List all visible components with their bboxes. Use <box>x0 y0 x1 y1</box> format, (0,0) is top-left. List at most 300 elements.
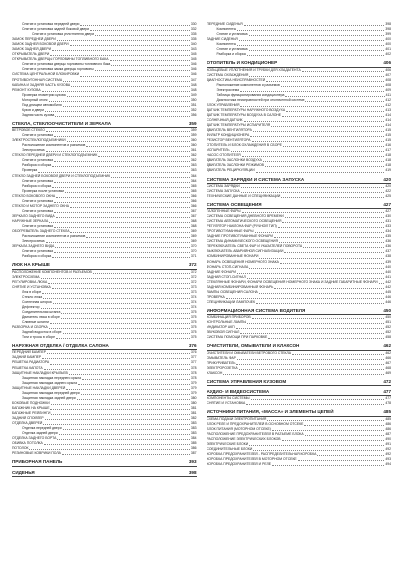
toc-entry-title: СИСТЕМА ЗАРЯДКИ <box>206 183 240 188</box>
toc-entry-title: РЕЗИНОВЫЕ КОВРИКИ ПОЛА <box>12 451 61 456</box>
toc-entry-title: ДАТЧИК ТЕМПЕРАТУРЫ ВОЗДУХА В САЛОНЕ <box>206 112 282 117</box>
toc-entry-page: 436 <box>385 244 391 249</box>
toc-leader-dots <box>247 55 385 56</box>
toc-leader-dots <box>50 364 190 365</box>
toc-entry-page: 434 <box>385 229 391 234</box>
toc-leader-dots <box>285 96 384 97</box>
toc-entry-title: НАРУЖНЫЕ ЗЕРКАЛА <box>12 218 49 223</box>
toc-entry-page: 346 <box>190 72 197 77</box>
toc-leader-dots <box>272 465 384 466</box>
toc-leader-dots <box>86 146 190 147</box>
toc-entry-page: 373 <box>190 284 197 289</box>
toc-entry-title: Стекло люка <box>22 294 43 299</box>
toc-entry-page: 437 <box>385 249 391 254</box>
toc-leader-dots <box>42 91 190 92</box>
toc-entry-title: РЕГУЛИРОВКА ЛЮКА <box>12 279 48 284</box>
toc-leader-dots <box>80 76 190 77</box>
toc-entry-title: БОКОВЫЕ ПОДНОЖКИ <box>12 400 50 405</box>
toc-entry-page: 462 <box>383 343 391 349</box>
toc-entry-page: 486 <box>385 421 391 426</box>
toc-entry-page: 369 <box>190 239 197 244</box>
toc-leader-dots <box>286 111 384 112</box>
toc-leader-dots <box>54 136 190 137</box>
toc-entry-page: 439 <box>385 259 391 264</box>
toc-leader-dots <box>56 197 190 198</box>
toc-entry-title: ФОНАРЬ ОСВЕЩЕНИЯ НОМЕРНОГО ЗНАКА <box>206 259 279 264</box>
toc-entry-title: ПЕРЕКЛЮЧАТЕЛЬ СВЕТА ФАР И УКАЗАТЕЛЕЙ ПОВОРОТА <box>206 244 303 249</box>
toc-entry-title: Компоненты <box>216 27 237 32</box>
toc-leader-dots <box>71 86 190 87</box>
toc-leader-dots <box>50 323 190 324</box>
toc-entry-title: Разборка и сборка <box>22 163 52 168</box>
toc-entry-title: СИСТЕМА УПРАВЛЕНИЯ КУЗОВОМ <box>206 378 287 384</box>
toc-entry-page: 413 <box>385 107 391 112</box>
toc-leader-dots <box>278 65 382 66</box>
toc-entry-title: СТЕКЛО ЗАДНЕЙ БОКОВОЙ ДВЕРИ И СТЕКЛОПОДЪЕМНИК <box>12 173 111 178</box>
toc-leader-dots <box>63 464 187 465</box>
toc-entry-page: 491 <box>385 441 391 446</box>
toc-leader-dots <box>42 293 190 294</box>
toc-entry <box>207 389 392 396</box>
toc-entry-title: ФИЛЬТР КОНДИЦИОНЕРА <box>206 133 250 138</box>
toc-entry-page: 365 <box>190 188 197 193</box>
toc-entry-title: ПРИБОРНАЯ ПАНЕЛЬ <box>12 459 63 465</box>
toc-entry-title: ПОТОЛОК <box>12 446 29 451</box>
toc-entry-page: 367 <box>190 213 197 218</box>
toc-entry-title: Задняя часть кузова <box>22 112 55 117</box>
toc-leader-dots <box>281 86 385 87</box>
toc-entry-page: 451 <box>385 320 391 325</box>
toc-leader-dots <box>110 347 188 348</box>
toc-entry-title: ЛАМПЫ ОСВЕЩЕНИЯ САЛОНА <box>206 289 258 294</box>
toc-entry-page: 412 <box>385 102 391 107</box>
toc-entry <box>207 462 392 467</box>
toc-entry-title: Электросхема <box>22 239 45 244</box>
toc-entry-page: 375 <box>190 335 197 340</box>
toc-entry-page: 348 <box>190 82 197 87</box>
toc-entry-title: КОРОБКА ПРЕДОХРАНИТЕЛЕЙ И РЕЛЕ <box>206 461 272 466</box>
toc-entry-title: ГАЛОГЕННЫЕ ФАРЫ <box>206 209 241 214</box>
toc-entry-page: 383 <box>190 426 197 431</box>
toc-entry-title: ПРИКУРИВАТЕЛЬ <box>206 360 236 365</box>
toc-entry-page: 468 <box>385 365 391 370</box>
toc-entry-page: 356 <box>190 112 197 117</box>
toc-entry <box>12 343 197 350</box>
toc-entry-title: Диагностика неисправностей при отключенной системе <box>216 97 305 102</box>
toc-entry-page: 368 <box>190 223 197 228</box>
toc-entry-page: 371 <box>190 254 197 259</box>
toc-entry-title: БАГАЖНИК НА КРЫШЕ <box>12 405 50 410</box>
toc-entry-page: 407 <box>385 72 391 77</box>
toc-entry-title: СТЕКЛЯННЫЕ ФОНАРИ, ФОНАРИ ОСВЕЩЕНИЯ НОМЕРНОГО ЗНАКА И ЗАДНИЕ ГАБАРИТНЫЕ ФОНАРИ <box>206 279 378 284</box>
toc-entry-title: Снятие и установка <box>22 223 54 228</box>
toc-entry-page: 411 <box>385 92 391 97</box>
toc-entry-page: 370 <box>190 249 197 254</box>
toc-entry-page: 375 <box>190 325 197 330</box>
toc-entry <box>207 335 392 340</box>
toc-entry-title: СИСТЕМА ДИНАМИЧЕСКОГО ОСВЕЩЕНИЯ <box>206 239 278 244</box>
toc-entry-title: Снятие и установка <box>216 47 248 52</box>
toc-entry-title: Кузов и двери <box>22 107 45 112</box>
toc-entry-page: 359 <box>190 133 197 138</box>
toc-leader-dots <box>249 35 385 36</box>
toc-entry-title: ЗЕРКАЛО ЗАДНЕГО ВИДА <box>12 213 55 218</box>
toc-entry-page: 384 <box>190 436 197 441</box>
toc-entry-title: ТЕХНИЧЕСКИЕ ДАННЫЕ И СПЕЦИФИКАЦИИ <box>206 193 281 198</box>
toc-leader-dots <box>272 430 384 431</box>
toc-entry-title: Снятие и установка задней боковой двери <box>22 27 90 32</box>
toc-entry-title: ПРОВЕРКА <box>206 294 225 299</box>
toc-leader-dots <box>274 288 384 289</box>
toc-leader-dots <box>304 425 384 426</box>
toc-leader-dots <box>51 267 188 268</box>
toc-leader-dots <box>54 227 190 228</box>
toc-entry-page: 452 <box>385 330 391 335</box>
toc-leader-dots <box>47 353 190 354</box>
toc-entry-title: Таблица функционирования кондиционера <box>216 92 285 97</box>
toc-entry-title: СПЕЦИФИКАЦИИ ЛАМПОЧЕК <box>206 299 255 304</box>
toc-entry-title: ЭЛЕКТРИЧЕСКИЕ БЛОКИ <box>206 441 249 446</box>
toc-entry <box>207 202 392 209</box>
toc-entry <box>207 308 392 315</box>
toc-entry-page: 416 <box>385 143 391 148</box>
toc-entry-page: 372 <box>190 279 197 284</box>
toc-entry-title: СТЕКЛО ПЕРЕДНЕЙ ДВЕРИ И СТЕКЛОПОДЪЕМНИК <box>12 153 98 158</box>
toc-entry-page: 414 <box>385 118 391 122</box>
toc-leader-dots <box>95 70 190 71</box>
toc-leader-dots <box>256 172 385 173</box>
toc-entry-title: ОТДЕЛКА ЗАДНЕГО БОРТА <box>12 436 57 441</box>
toc-leader-dots <box>249 268 384 269</box>
toc-leader-dots <box>282 116 384 117</box>
toc-entry-title: ИНФОРМАЦИОННАЯ СИСТЕМА ВОДИТЕЛЯ <box>206 307 306 313</box>
toc-entry-page: 366 <box>190 198 197 203</box>
toc-entry-title: Компоненты <box>216 42 237 47</box>
toc-leader-dots <box>247 278 385 279</box>
toc-entry-title: Отделка задней двери <box>22 431 58 436</box>
toc-entry <box>12 470 197 477</box>
toc-entry-title: Солнечная шторка <box>22 299 52 304</box>
toc-leader-dots <box>274 237 384 238</box>
toc-entry-page: 420 <box>383 176 391 182</box>
toc-leader-dots <box>43 424 189 425</box>
toc-entry-page: 417 <box>385 148 391 153</box>
toc-leader-dots <box>255 232 385 233</box>
toc-entry-page: 335 <box>190 37 197 42</box>
toc-entry-page: 445 <box>385 289 391 294</box>
toc-leader-dots <box>41 278 190 279</box>
toc-leader-dots <box>45 111 190 112</box>
toc-entry-page: 398 <box>385 27 391 32</box>
toc-entry-title: ДИАГНОСТИКА НЕИСПРАВНОСТЕЙ <box>206 77 266 82</box>
toc-entry-page: 363 <box>190 168 197 173</box>
toc-entry-page: 368 <box>190 218 197 223</box>
toc-entry-page: 369 <box>190 229 197 234</box>
toc-leader-dots <box>285 217 385 218</box>
toc-entry-title: АУДИО- И ВИДЕОСИСТЕМА <box>206 389 270 395</box>
toc-entry-title: ФОНАРЬ СТОП-СИГНАЛА <box>206 264 249 269</box>
toc-entry-page: 379 <box>190 390 197 395</box>
toc-entry-title: ЗАЩИТНЫЕ НАКЛАДКИ КРЫЛЬЕВ <box>12 370 68 375</box>
toc-entry-title: ЗАДНИЕ ФОНАРИ <box>206 269 236 274</box>
toc-entry-title: СИСТЕМА ОХЛАЖДЕНИЯ <box>206 72 249 77</box>
toc-leader-dots <box>44 369 190 370</box>
toc-leader-dots <box>306 312 382 313</box>
toc-entry-page: 458 <box>385 335 391 340</box>
toc-leader-dots <box>305 435 385 436</box>
toc-leader-dots <box>282 222 384 223</box>
toc-entry-title: ВЕТРОВОЕ СТЕКЛО <box>12 128 45 133</box>
toc-entry <box>12 335 197 340</box>
toc-entry-title: ОТОПИТЕЛЬ И КОНДИЦИОНЕР <box>206 60 278 66</box>
toc-leader-dots <box>251 399 385 400</box>
toc-entry-page: 346 <box>190 67 197 72</box>
toc-entry-title: СИСТЕМА ЗАРЯДКИ И СИСТЕМА ЗАПУСКА <box>206 176 305 182</box>
toc-entry <box>207 177 392 184</box>
toc-entry-title: ОТКРЫВАТЕЛЬ ДВЕРИ <box>12 52 50 57</box>
toc-entry-page: 419 <box>385 168 391 173</box>
toc-leader-dots <box>46 242 190 243</box>
toc-entry-page: 414 <box>385 123 391 128</box>
toc-leader-dots <box>379 283 385 284</box>
toc-leader-dots <box>317 455 384 456</box>
toc-leader-dots <box>226 298 385 299</box>
toc-entry-page: 375 <box>190 330 197 335</box>
toc-leader-dots <box>270 393 382 394</box>
toc-leader-dots <box>237 45 384 46</box>
toc-entry-page: 430 <box>385 214 391 219</box>
toc-entry-page: 408 <box>385 77 391 82</box>
toc-leader-dots <box>77 399 190 400</box>
toc-entry-page: 436 <box>385 239 391 244</box>
toc-entry-title: ДВИГАТЕЛЬ РЕЦИРКУЛЯЦИИ <box>206 168 255 173</box>
toc-entry-page: 441 <box>385 274 391 279</box>
toc-leader-dots <box>90 30 190 31</box>
toc-leader-dots <box>55 247 190 248</box>
toc-entry-title: СТЕКЛО БОКОВОГО ОКНА <box>12 193 56 198</box>
toc-entry-title: ДАТЧИК ТЕМПЕРАТУРЫ ИСПАРИТЕЛЯ <box>206 123 271 128</box>
toc-leader-dots <box>56 217 190 218</box>
toc-entry-title: БЛОК ПИТАНИЯ (МОТОРНОМ ОТСЕКЕ) <box>206 426 271 431</box>
toc-entry-title: ЗВУКОВОЙ СИГНАЛ <box>206 330 240 335</box>
toc-leader-dots <box>55 116 190 117</box>
toc-entry-title: Защитная накладка заднего крыла <box>22 380 78 385</box>
toc-entry-page: 350 <box>190 97 197 102</box>
toc-leader-dots <box>42 358 190 359</box>
toc-entry-title: ЗАДНИЙ СПОЙЛЕР <box>12 415 44 420</box>
toc-leader-dots <box>52 288 190 289</box>
toc-leader-dots <box>43 298 190 299</box>
toc-leader-dots <box>259 293 385 294</box>
toc-entry-title: Задний водосток в сборе <box>22 330 62 335</box>
toc-entry-page: 335 <box>190 32 197 37</box>
toc-entry-page: 438 <box>385 254 391 259</box>
toc-leader-dots <box>65 192 190 193</box>
toc-entry-title: ОБОГРЕВАТЕЛЬ ЗАДНЕГО СТЕКЛА <box>12 229 70 234</box>
toc-leader-dots <box>57 40 190 41</box>
toc-entry-page: 364 <box>190 173 197 178</box>
toc-leader-dots <box>63 81 190 82</box>
toc-entry-title: Соединительная штанга <box>22 309 61 314</box>
toc-entry-title: Расположение компонентов и разъемов <box>22 234 86 239</box>
toc-entry-title: РЕГУЛЯТОР НАКЛОНА ФАР (РУЧНОЙ ТИП) <box>206 224 277 229</box>
toc-entry-page: 452 <box>385 325 391 330</box>
toc-entry-page: 493 <box>385 456 391 461</box>
toc-entry-page: 442 <box>385 284 391 289</box>
toc-entry-page: 387 <box>190 451 197 456</box>
toc-entry-title: Люк в сборе <box>22 289 42 294</box>
toc-entry-title: Снятие и установка замка дверцы горловины <box>22 67 94 72</box>
toc-entry <box>207 401 392 406</box>
toc-leader-dots <box>237 273 384 274</box>
toc-entry-title: Проверка после установки <box>22 188 65 193</box>
toc-entry-page: 369 <box>190 234 197 239</box>
toc-entry-title: ВЫКЛЮЧАТЕЛЬ АВАРИЙНОЙ СИГНАЛИЗАЦИИ <box>206 249 284 254</box>
toc-entry-page: 408 <box>385 82 391 87</box>
toc-entry-title: КОРОБКА ПРЕДОХРАНИТЕЛЕЙ В МОТОРНОМ ОТСЕКЕ <box>206 456 297 461</box>
toc-entry-title: Двигатель люка в сборе <box>22 314 60 319</box>
toc-entry-title: ЗАДНИЕ ПРОТИВОТУМАННЫЕ ФОНАРИ <box>206 234 273 239</box>
toc-leader-dots <box>256 303 384 304</box>
toc-entry-title: ЗАЩИТНЫЕ НАКЛАДКИ ДВЕРЕЙ <box>12 385 66 390</box>
toc-entry-page: 386 <box>190 446 197 451</box>
toc-entry-title: НАСОС ОТОПИТЕЛЯ <box>206 153 241 158</box>
toc-entry-title: ОМЫВАТЕЛЬ ФАР <box>206 355 236 360</box>
toc-entry <box>12 121 197 128</box>
toc-entry-page: 359 <box>190 128 197 133</box>
toc-leader-dots <box>265 166 384 167</box>
toc-entry-page: 400 <box>385 42 391 47</box>
toc-entry-page: 352 <box>190 107 197 112</box>
toc-entry-title: Снятие и установка <box>22 249 54 254</box>
toc-entry-page: 485 <box>383 409 391 415</box>
toc-leader-dots <box>223 374 384 375</box>
toc-leader-dots <box>46 151 190 152</box>
toc-leader-dots <box>239 40 385 41</box>
toc-entry-title: ЗАДНИЕ СИДЕНЬЯ <box>206 37 238 42</box>
toc-entry-page: 364 <box>190 178 197 183</box>
toc-entry-title: СОЛНЕЧНЫЙ ДАТЧИК <box>206 118 243 122</box>
toc-entry-title: Электросхема <box>22 148 45 153</box>
toc-entry-page: 433 <box>385 224 391 229</box>
toc-entry-title: ОТОПИТЕЛЬ И БЛОК ОХЛАЖДЕНИЯ В СБОРЕ <box>206 143 282 148</box>
toc-leader-dots <box>49 328 190 329</box>
toc-entry-page: 377 <box>190 355 197 360</box>
toc-entry-title: КОМПОНЕНТЫ СИСТЕМЫ <box>206 396 250 401</box>
toc-leader-dots <box>93 273 190 274</box>
toc-leader-dots <box>244 121 385 122</box>
toc-leader-dots <box>54 212 190 213</box>
toc-entry-page: 372 <box>190 274 197 279</box>
toc-leader-dots <box>56 338 190 339</box>
toc-entry-title: ДВИГАТЕЛЬ ЗАСЛОНКИ РЕЖИМОВ <box>206 163 264 168</box>
toc-leader-dots <box>268 338 384 339</box>
toc-entry-title: Снятие и установка <box>22 208 54 213</box>
toc-leader-dots <box>112 125 188 126</box>
toc-entry-title: Моторный отсек <box>22 97 48 102</box>
toc-entry-title: СХЕМА ПОДАЧИ ЭЛЕКТРОПИТАНИЯ <box>206 416 267 421</box>
toc-entry-page: 446 <box>385 294 391 299</box>
toc-leader-dots <box>95 35 190 36</box>
toc-entry-page: 492 <box>385 451 391 456</box>
toc-entry-page: 379 <box>190 380 197 385</box>
toc-entry-title: ЗЕРКАЛА ЗАДНЕГО ВИДА <box>12 244 55 249</box>
toc-entry-page: 414 <box>385 112 391 117</box>
toc-entry-page: 406 <box>385 67 391 72</box>
toc-entry-title: ПРОТИВОУГОННАЯ СИСТЕМА <box>12 77 63 82</box>
toc-entry-page: 440 <box>385 264 391 269</box>
toc-leader-dots <box>44 444 190 445</box>
toc-entry-title: ОБИВКА ПОТОЛКА <box>12 441 43 446</box>
toc-entry-title: Снятие и установка передней двери <box>22 22 80 26</box>
toc-leader-dots <box>253 131 384 132</box>
toc-leader-dots <box>54 161 190 162</box>
toc-entry-page: 435 <box>385 234 391 239</box>
toc-leader-dots <box>48 283 190 284</box>
toc-entry-page: 332 <box>190 27 197 32</box>
toc-entry-title: ЗАМОК ЗАДНЕЙ ДВЕРИ <box>12 47 52 52</box>
toc-leader-dots <box>266 81 384 82</box>
toc-leader-dots <box>98 156 190 157</box>
toc-entry-page: 427 <box>383 201 391 207</box>
toc-leader-dots <box>278 227 385 228</box>
toc-entry-title: СИСТЕМА ОСВЕЩЕНИЯ <box>206 201 262 207</box>
toc-leader-dots <box>249 76 384 77</box>
toc-entry-page: 399 <box>385 32 391 37</box>
toc-leader-dots <box>236 364 384 365</box>
toc-leader-dots <box>46 131 190 132</box>
toc-column-right <box>207 22 392 570</box>
toc-entry-title: РАСПОЛОЖЕНИЕ ЭЛЕКТРИЧЕСКИХ БЛОКОВ <box>206 436 281 441</box>
toc-leader-dots <box>29 449 189 450</box>
toc-entry-title: Снятие и установка <box>216 32 248 37</box>
toc-leader-dots <box>70 207 190 208</box>
toc-entry-page: 431 <box>385 219 391 224</box>
toc-entry-title: СИДЕНЬЯ <box>12 469 35 475</box>
toc-entry-page: 382 <box>190 415 197 420</box>
toc-entry-page: 381 <box>190 410 197 415</box>
toc-leader-dots <box>292 354 384 355</box>
toc-entry-page: 346 <box>190 62 197 67</box>
toc-entry-page: 370 <box>190 244 197 249</box>
toc-leader-dots <box>241 192 385 193</box>
toc-entry-page: 375 <box>190 319 197 324</box>
toc-entry-page: 478 <box>385 401 391 406</box>
toc-entry-page: 477 <box>385 396 391 401</box>
toc-entry-title: СНЯТИЕ И УСТАНОВКА <box>206 401 246 406</box>
toc-entry-title: Разборка и сборка <box>22 183 52 188</box>
toc-entry-title: ИНДИКАТОР АКП <box>206 325 235 330</box>
toc-entry-page: 450 <box>383 307 391 313</box>
toc-entry-title: НАРУЖНАЯ ОТДЕЛКА / ОТДЕЛКА САЛОНА <box>12 343 109 349</box>
toc-entry-page: 366 <box>190 193 197 198</box>
toc-leader-dots <box>45 419 190 420</box>
toc-entry-page: 359 <box>188 120 197 126</box>
toc-entry-title: РАЗБОРКА И СБОРКА <box>12 325 48 330</box>
toc-entry-title: Проверка <box>22 168 38 173</box>
toc-entry-page: 462 <box>385 350 391 355</box>
toc-entry-page: 446 <box>385 299 391 304</box>
toc-leader-dots <box>63 429 190 430</box>
toc-entry-page: 385 <box>190 441 197 446</box>
toc-entry-page: 466 <box>385 355 391 360</box>
toc-leader-dots <box>305 101 384 102</box>
toc-leader-dots <box>82 379 190 380</box>
toc-entry-title: РЕЗИСТОР ВЕНТИЛЯТОРА <box>206 138 251 143</box>
toc-entry-title: ОТДЕЛКА ДВЕРЕЙ <box>12 421 43 426</box>
toc-entry-title: ПЕРЕДНИЕ СИДЕНЬЯ <box>206 22 243 26</box>
toc-entry-title: ИСТОЧНИКИ ПИТАНИЯ, «МАССА» И ЭЛЕМЕНТЫ ЦЕПЕЙ <box>206 409 334 415</box>
